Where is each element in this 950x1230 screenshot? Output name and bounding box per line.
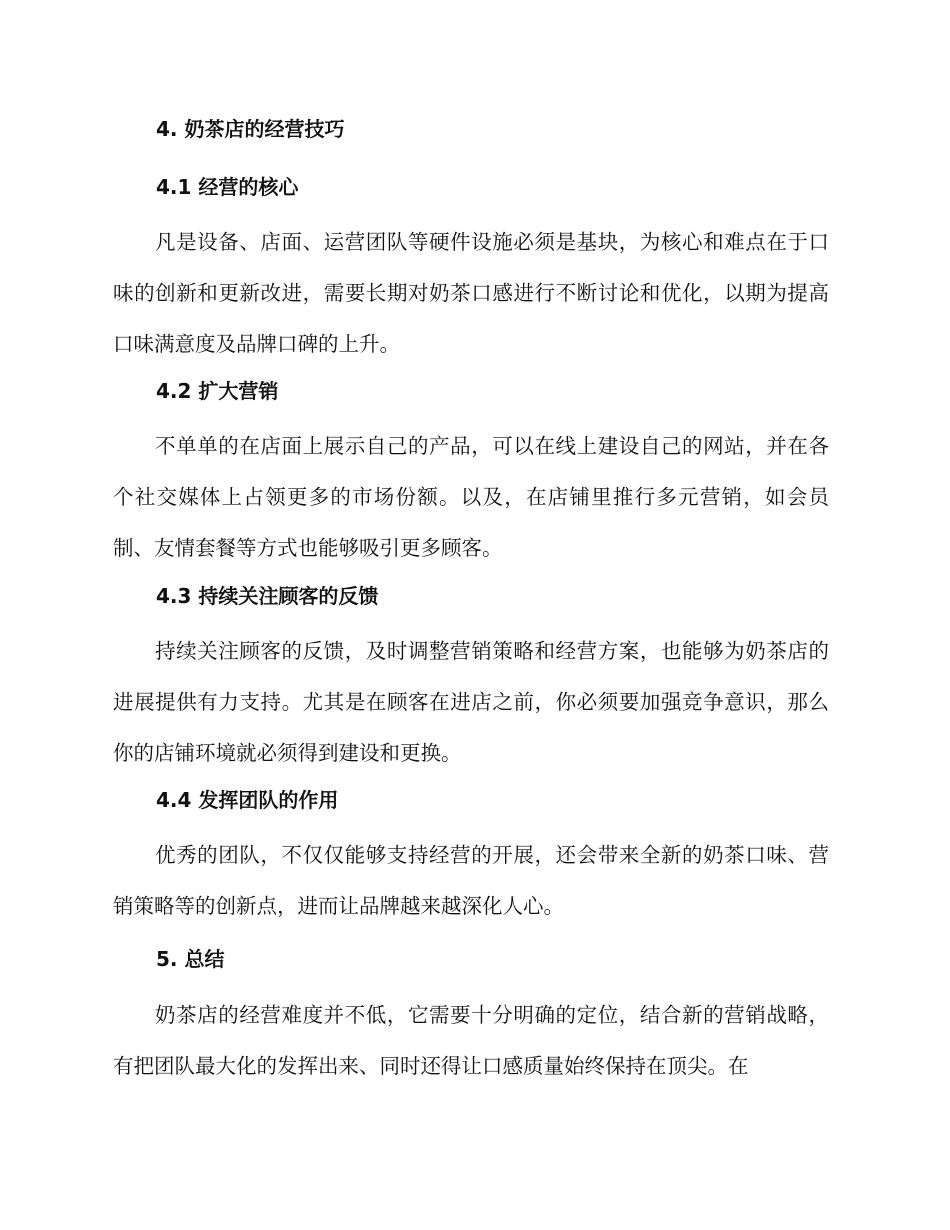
section-heading-4: 4. 奶茶店的经营技巧 <box>156 117 345 141</box>
section-heading-4-2: 4.2 扩大营销 <box>156 379 279 403</box>
section-heading-4-1: 4.1 经营的核心 <box>156 175 299 199</box>
paragraph-4-4: 优秀的团队，不仅仅能够支持经营的开展，还会带来全新的奶茶口味、营销策略等的创新点，进而让品牌越来越深化人心。 <box>113 843 829 918</box>
paragraph-4-3: 持续关注顾客的反馈，及时调整营销策略和经营方案，也能够为奶茶店的进展提供有力支持。尤其是在顾客在进店之前，你必须要加强竞争意识，那么你的店铺环境就必须得到建设和更换。 <box>113 639 829 765</box>
section-heading-4-4: 4.4 发挥团队的作用 <box>156 788 339 812</box>
paragraph-4-2: 不单单的在店面上展示自己的产品，可以在线上建设自己的网站，并在各个社交媒体上占领更多的市场份额。以及，在店铺里推行多元营销，如会员制、友情套餐等方式也能够吸引更多顾客。 <box>113 434 829 560</box>
paragraph-5: 奶茶店的经营难度并不低，它需要十分明确的定位，结合新的营销战略，有把团队最大化的发挥出来、同时还得让口感质量始终保持在顶尖。在 <box>113 1003 829 1078</box>
paragraph-4-1: 凡是设备、店面、运营团队等硬件设施必须是基块，为核心和难点在于口味的创新和更新改进，需要长期对奶茶口感进行不断讨论和优化，以期为提高口味满意度及品牌口碑的上升。 <box>113 230 829 356</box>
section-heading-4-3: 4.3 持续关注顾客的反馈 <box>156 584 379 608</box>
section-heading-5: 5. 总结 <box>156 947 225 971</box>
